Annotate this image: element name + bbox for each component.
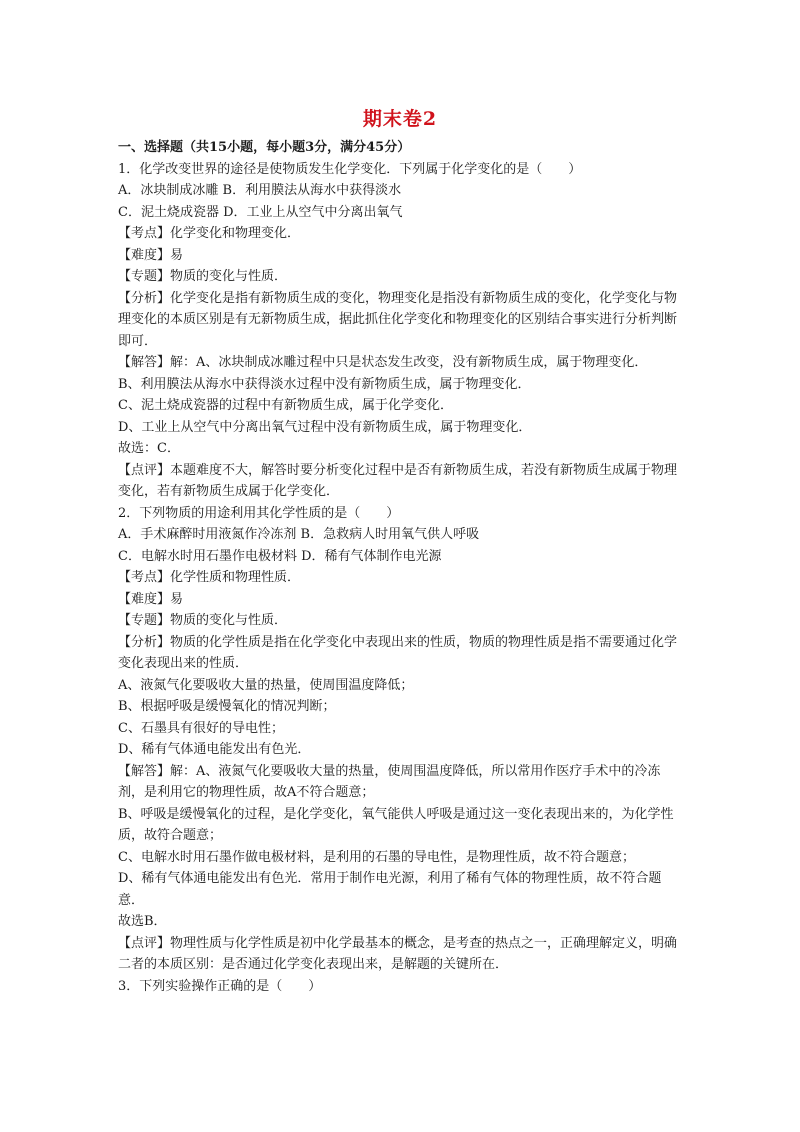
text-line: 【分析】化学变化是指有新物质生成的变化，物理变化是指没有新物质生成的变化，化学变化与物理变化的本质区别是有无新物质生成，据此抓住化学变化和物理变化的区别结合事实进行分析判断即可． [118,290,678,349]
text-line: 【分析】物质的化学性质是指在化学变化中表现出来的性质，物质的物理性质是指不需要通过化学变化表现出来的性质． [118,634,678,671]
text-line: A、液氮气化要吸收大量的热量，使周围温度降低； [118,677,414,693]
text-line: B、根据呼吸是缓慢氧化的情况判断； [118,699,336,714]
text-line: 【难度】易 [118,247,184,263]
text-line: C．电解水时用石墨作电极材料 D．稀有气体制作电光源 [118,548,442,564]
document-body [118,137,683,997]
text-line: A．冰块制成冰雕 B．利用膜法从海水中获得淡水 [118,183,402,198]
text-line: C．泥土烧成瓷器 D．工业上从空气中分离出氧气 [118,204,403,220]
text-line: 1．化学改变世界的途径是使物质发生化学变化．下列属于化学变化的是（ ） [118,161,582,177]
text-line: 【考点】化学性质和物理性质． [118,570,301,585]
text-line: A．手术麻醉时用液氮作冷冻剂 B．急救病人时用氧气供人呼吸 [118,527,480,542]
text-line: 【点评】物理性质与化学性质是初中化学最基本的概念，是考查的热点之一，正确理解定义，明确二者的本质区别：是否通过化学变化表现出来，是解题的关键所在． [118,935,678,972]
text-line: D、稀有气体通电能发出有色光． [118,742,311,757]
text-line: 【专题】物质的变化与性质． [118,269,288,284]
text-line: 【解答】解：A、冰块制成冰雕过程中只是状态发生改变，没有新物质生成，属于物理变化． [118,355,648,370]
text-line: C、石墨具有很好的导电性； [118,720,284,736]
text-line: 2．下列物质的用途利用其化学性质的是（ ） [118,505,400,521]
text-line: 3．下列实验操作正确的是（ ） [118,978,322,994]
section-heading: 一、选择题（共15小题，每小题3分，满分45分） [118,140,411,155]
text-line: 【考点】化学变化和物理变化． [118,226,301,241]
text-line: 故选：C． [118,441,180,456]
text-line: B、呼吸是缓慢氧化的过程，是化学变化，氧气能供人呼吸是通过这一变化表现出来的，为化学性质，故符合题意； [118,806,674,843]
text-line: C、泥土烧成瓷器的过程中有新物质生成，属于化学变化． [118,398,453,413]
text-line: C、电解水时用石墨作做电极材料，是利用的石墨的导电性，是物理性质，故不符合题意； [118,849,635,865]
text-line: D、稀有气体通电能发出有色光．常用于制作电光源，利用了稀有气体的物理性质，故不符合题意． [118,871,662,908]
document-title: 期末卷2 [362,108,438,130]
text-line: 【难度】易 [118,591,184,607]
text-line: B、利用膜法从海水中获得淡水过程中没有新物质生成，属于物理变化． [118,376,531,392]
text-line: 【解答】解：A、液氮气化要吸收大量的热量，使周围温度降低，所以常用作医疗手术中的冷冻剂，是利用它的物理性质，故A不符合题意； [118,763,661,800]
text-line: 【专题】物质的变化与性质． [118,613,288,628]
text-line: 故选B． [118,914,167,929]
text-line: D、工业上从空气中分离出氧气过程中没有新物质生成，属于物理变化． [118,419,532,435]
text-line: 【点评】本题难度不大，解答时要分析变化过程中是否有新物质生成，若没有新物质生成属于物理变化，若有新物质生成属于化学变化． [118,462,678,499]
